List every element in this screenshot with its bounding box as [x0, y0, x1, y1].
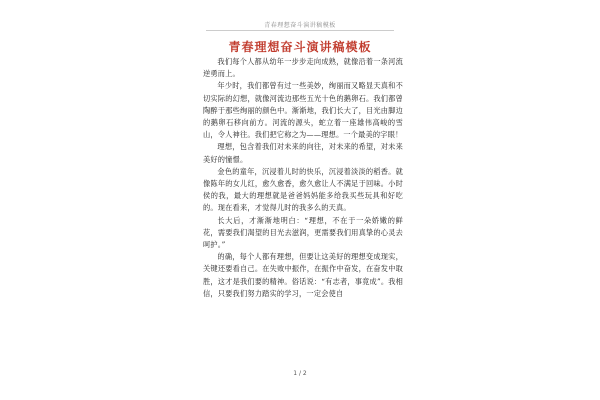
- document-body: [203, 56, 403, 300]
- paragraph: 金色的童年，沉浸着儿时的快乐，沉浸着淡淡的稻香。就像陈年的女儿红，愈久愈香，愈久愈让人不满足于回味。小时侯的我，最大的理想就是爸爸妈妈能多给我买些玩具和好吃的。现在看来，才觉得儿时的我多么的天真。: [203, 166, 403, 213]
- paragraph: 理想，包含着我们对未来的向往，对未来的希望，对未来美好的憧憬。: [203, 142, 403, 164]
- paragraph: 年少时，我们都曾有过一些美妙，绚丽而又略显天真和不切实际的幻想，就像河流边那些五光十色的鹅卵石。我们都曾陶醉于那些绚丽的颜色中。渐渐地，我们长大了，目光由脚边的鹅卵石移向前方。河流的源头，蛇立着一座雄伟高峻的雪山，令人神往。我们把它称之为——理想。一个最美的字眼！: [203, 81, 403, 140]
- document-title: 青春理想奋斗演讲稿模板: [228, 40, 372, 54]
- paragraph: 我们每个人都从幼年一步步走向成熟，就像沿着一条河流逆勇而上。: [203, 57, 403, 79]
- page-number: 1 / 2: [293, 370, 307, 377]
- paragraph: 的确，每个人都有理想，但要让这美好的理想变成现实，关键还要看自己。在失败中振作，在振作中奋发，在奋发中取胜，这才是我们要的精神。俗话说：“有志者，事竟成”。我相信，只要我们努力踏实的学习，一定会使自: [203, 252, 403, 298]
- header-divider: [206, 30, 394, 31]
- paragraph: 长大后，才渐渐地明白：“理想，不在于一朵娇嫩的鲜花，需要我们渴望的目光去滋润，更需要我们用真挚的心灵去呵护。”: [203, 215, 403, 250]
- page-header: 青春理想奋斗演讲稿模板: [264, 22, 336, 29]
